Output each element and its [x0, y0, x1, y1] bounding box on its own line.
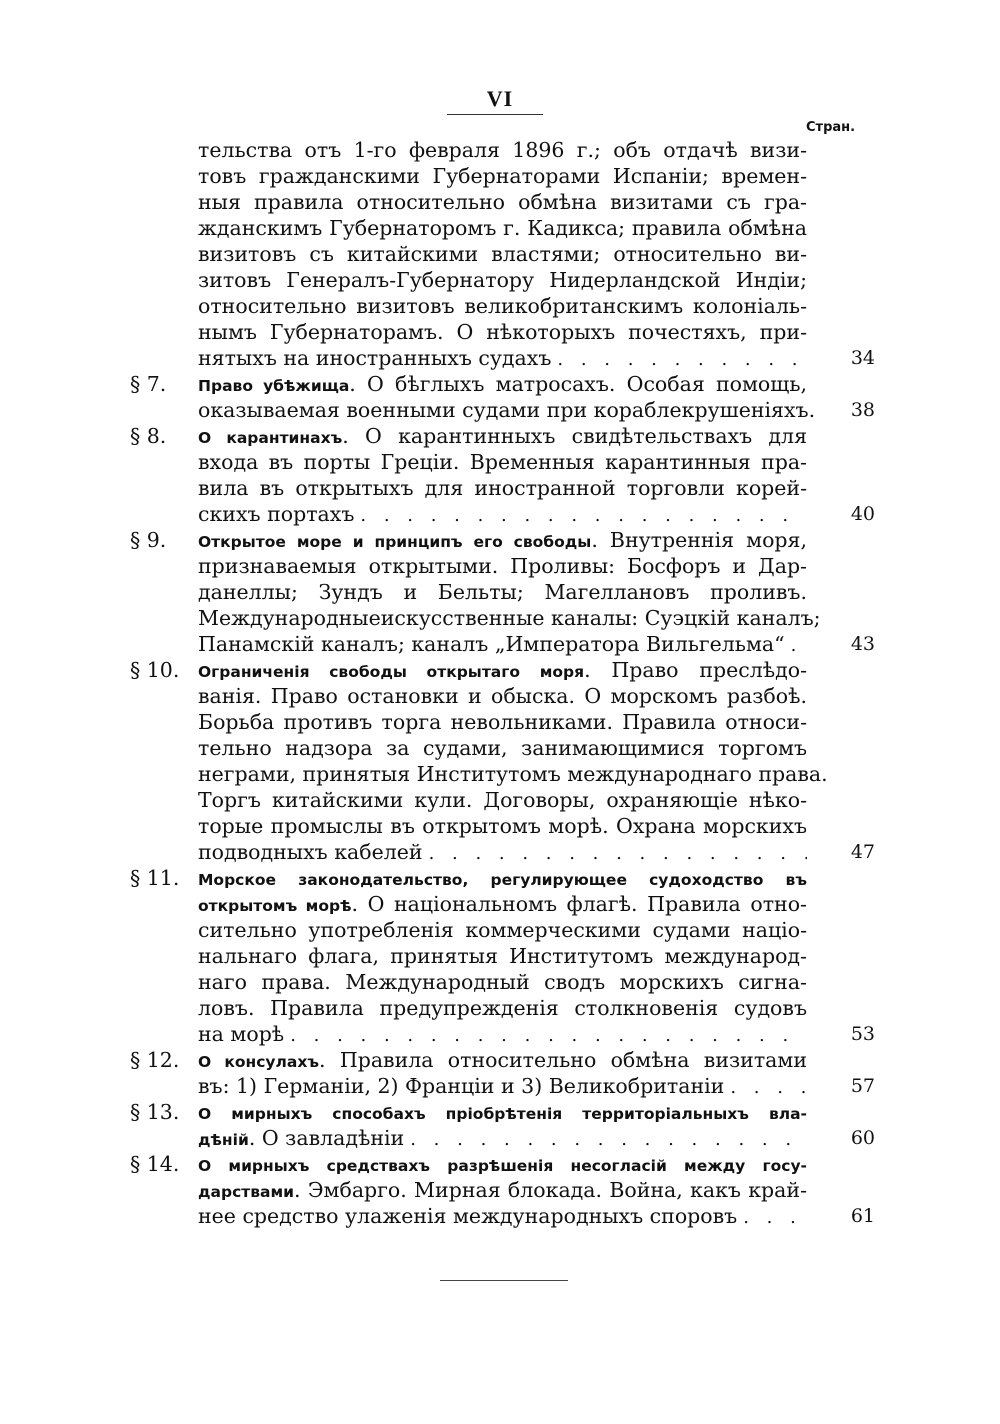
toc-line: [198, 813, 807, 839]
section-heading: дѣній: [198, 1131, 249, 1149]
toc-line: [198, 293, 807, 319]
toc-line: [198, 605, 821, 631]
toc-line: [198, 1177, 807, 1203]
toc-line: [198, 839, 875, 865]
toc-text: наго права. Международный сводъ морскихъ сигна-: [198, 970, 807, 994]
toc-last-line-text: [198, 1021, 284, 1047]
section-number: § 12.: [130, 1048, 180, 1072]
toc-last-line-text: [198, 1125, 404, 1153]
page-column-label: Стран.: [806, 120, 856, 135]
toc-entry[interactable]: [130, 1151, 875, 1229]
page-number: 40: [850, 503, 875, 525]
toc-line: [198, 1151, 807, 1177]
toc-line: [198, 397, 875, 423]
toc-text: зитовъ Генералъ-Губернатору Нидерландской Индіи;: [198, 268, 807, 292]
toc-text: жданскимъ Губернаторомъ г. Кадикса; правила обмѣна: [198, 216, 807, 240]
toc-text: . О бѣглыхъ матросахъ. Особая помощь,: [349, 372, 808, 396]
page-number: 60: [850, 1127, 875, 1149]
toc-line: [198, 1047, 807, 1073]
section-heading: дарствами: [198, 1183, 295, 1201]
toc-text: на морѣ: [198, 1022, 285, 1046]
toc-text: скихъ портахъ: [198, 502, 355, 526]
toc-line: [198, 345, 875, 371]
toc-line: [198, 1099, 807, 1125]
section-number: § 9.: [130, 528, 167, 552]
bottom-rule: [440, 1280, 568, 1281]
toc-text: нымъ Губернаторамъ. О нѣкоторыхъ почестяхъ, при-: [198, 320, 807, 344]
toc-text: данеллы; Зундъ и Бельты; Магеллановъ проливъ.: [198, 580, 807, 604]
section-heading: Открытое море и принципъ его свободы: [198, 533, 592, 551]
toc-text: сительно употребленія коммерческими судами націо-: [198, 918, 807, 942]
leader-dots: [410, 1127, 807, 1153]
toc-text: . О завладѣніи: [248, 1126, 405, 1150]
toc-line: [198, 241, 807, 267]
toc-last-line-text: [198, 631, 785, 657]
toc-text: ванія. Право остановки и обыска. О морскомъ разбоѣ.: [198, 684, 807, 708]
toc-text: вила въ открытыхъ для иностранной торговли корей-: [198, 476, 807, 500]
section-number: § 10.: [130, 658, 180, 682]
page-folio: VI: [486, 86, 514, 111]
toc-line: [198, 709, 807, 735]
toc-line: [198, 969, 807, 995]
section-number: § 13.: [130, 1100, 180, 1124]
leader-dots: [290, 1023, 807, 1049]
toc-text: нее средство улаженія международныхъ споровъ: [198, 1204, 738, 1228]
toc-last-line-text: [198, 1073, 724, 1099]
toc-line: [198, 995, 807, 1021]
toc-text: . О національномъ флагѣ. Правила отно-: [351, 892, 807, 916]
section-heading: О мирныхъ средствахъ разрѣшенія несогласій между госу-: [198, 1157, 807, 1175]
toc-line: [198, 631, 875, 657]
toc-line: [198, 475, 807, 501]
section-number: § 11.: [130, 866, 180, 890]
toc-text: Панамскій каналъ; каналъ „Императора Вильгельма“: [198, 632, 785, 656]
section-number: § 14.: [130, 1152, 180, 1176]
toc-text: оказываемая военными судами при кораблекрушеніяхъ.: [198, 398, 816, 422]
toc-line: [198, 189, 807, 215]
section-number: § 7.: [130, 372, 167, 396]
toc-line: [198, 527, 807, 553]
toc-last-line-text: [198, 501, 354, 527]
section-heading: О карантинахъ: [198, 429, 343, 447]
page-number: 57: [850, 1075, 875, 1097]
toc-text: Борьба противъ торга невольниками. Правила относи-: [198, 710, 807, 734]
toc-line: [198, 163, 807, 189]
toc-line: [198, 215, 807, 241]
toc-text: нальнаго флага, принятыя Институтомъ международ-: [198, 944, 807, 968]
toc-text: неграми, принятыя Институтомъ международнаго права.: [198, 762, 828, 786]
toc-text: Торгъ китайскими кули. Договоры, охраняющіе нѣко-: [198, 788, 807, 812]
toc-line: [198, 683, 807, 709]
leader-dots: [557, 347, 807, 373]
toc-entry[interactable]: [130, 527, 875, 657]
toc-last-line-text: [198, 345, 551, 371]
toc-line: [198, 787, 807, 813]
toc-line: [198, 319, 807, 345]
toc-line: [198, 1073, 875, 1099]
toc-text: тельно надзора за судами, занимающимися торгомъ: [198, 736, 807, 760]
page-number: 34: [850, 347, 875, 369]
toc-text: подводныхъ кабелей: [198, 840, 423, 864]
page-number: 61: [850, 1205, 875, 1227]
table-of-contents: [130, 137, 875, 1229]
page-number: 43: [850, 633, 875, 655]
toc-text: входа въ порты Греціи. Временныя карантинныя пра-: [198, 450, 807, 474]
toc-line: [198, 501, 875, 527]
toc-line: [198, 423, 807, 449]
toc-line: [198, 267, 807, 293]
section-heading: Морское законодательство, регулирующее судоходство въ: [198, 871, 807, 889]
toc-text: . Внутреннія моря,: [591, 528, 807, 552]
leader-dots: [743, 1205, 807, 1231]
toc-text: . О карантинныхъ свидѣтельствахъ для: [342, 424, 807, 448]
toc-line: [198, 943, 807, 969]
section-heading: Ограниченія свободы открытаго моря: [198, 663, 585, 681]
toc-line: [198, 137, 807, 163]
toc-entry[interactable]: [130, 865, 875, 1047]
toc-line: [198, 761, 828, 787]
toc-text: признаваемыя открытыми. Проливы: Босфоръ и Дар-: [198, 554, 807, 578]
toc-line: [198, 579, 807, 605]
leader-dots: [730, 1075, 807, 1101]
toc-last-line-text: [198, 839, 423, 865]
toc-entry[interactable]: [130, 1099, 875, 1151]
toc-line: [198, 1203, 875, 1229]
toc-line: [198, 371, 807, 397]
toc-text: нятыхъ на иностранныхъ судахъ: [198, 346, 552, 370]
page-number: 53: [850, 1023, 875, 1045]
section-number: § 8.: [130, 424, 167, 448]
toc-entry[interactable]: [130, 1047, 875, 1099]
toc-text: ныя правила относительно обмѣна визитами съ гра-: [198, 190, 807, 214]
toc-text: въ: 1) Германіи, 2) Франціи и 3) Великобританіи: [198, 1074, 725, 1098]
toc-entry[interactable]: [130, 137, 875, 371]
page-number: 38: [850, 399, 875, 421]
toc-text: . Эмбарго. Мирная блокада. Война, какъ край-: [294, 1178, 807, 1202]
toc-last-line-text: [198, 1203, 737, 1229]
toc-line: [198, 449, 807, 475]
toc-text: . Правила относительно обмѣна визитами: [319, 1048, 807, 1072]
toc-text: товъ гражданскими Губернаторами Испаніи; времен-: [198, 164, 807, 188]
toc-line: [198, 891, 807, 917]
toc-line: [198, 735, 807, 761]
folio-rule: [447, 114, 543, 115]
toc-text: тельства отъ 1-го февраля 1896 г.; объ отдачѣ визи-: [198, 138, 807, 162]
toc-line: [198, 657, 807, 683]
toc-line: [198, 1021, 875, 1047]
toc-text: Международныеискусственные каналы: Суэцкій каналъ;: [198, 606, 821, 630]
leader-dots: [429, 841, 807, 867]
section-heading: О консулахъ: [198, 1053, 319, 1071]
toc-text: . Право преслѣдо-: [584, 658, 807, 682]
toc-line: [198, 553, 807, 579]
section-heading: О мирныхъ способахъ пріобрѣтенія территоріальныхъ вла-: [198, 1105, 807, 1123]
toc-text: визитовъ съ китайскими властями; относительно ви-: [198, 242, 807, 266]
toc-entry[interactable]: [130, 371, 875, 423]
toc-line: [198, 917, 807, 943]
page-number: 47: [850, 841, 875, 863]
toc-entry[interactable]: [130, 423, 875, 527]
toc-text: ловъ. Правила предупрежденія столкновенія судовъ: [198, 996, 807, 1020]
section-heading: открытомъ морѣ: [198, 897, 352, 915]
toc-text: относительно визитовъ великобританскимъ колоніаль-: [198, 294, 807, 318]
leader-dots: [791, 633, 807, 659]
toc-text: торые промыслы въ открытомъ морѣ. Охрана морскихъ: [198, 814, 807, 838]
leader-dots: [360, 503, 807, 529]
toc-entry[interactable]: [130, 657, 875, 865]
toc-line: [198, 865, 807, 891]
toc-line: [198, 1125, 875, 1151]
section-heading: Право убѣжища: [198, 377, 350, 395]
